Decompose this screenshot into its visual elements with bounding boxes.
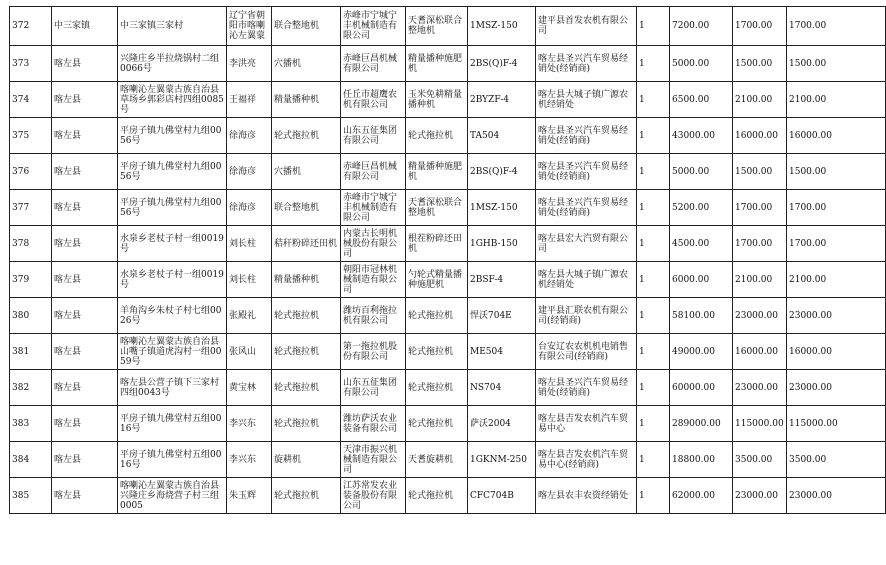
model-cell: 2BS(Q)F-4 — [468, 46, 536, 82]
address-cell: 喀左县公营子镇下三家村四组0043号 — [118, 370, 227, 406]
row-number: 375 — [10, 118, 52, 154]
price-cell: 62000.00 — [670, 478, 733, 514]
dealer-cell: 喀左县吉发农机汽车贸易中心(经销商) — [536, 442, 637, 478]
address-cell: 平房子镇九佛堂村九组0056号 — [118, 118, 227, 154]
dealer-cell: 喀左县圣兴汽车贸易经销处(经销商) — [536, 154, 637, 190]
buyer-cell: 徐海彦 — [227, 154, 272, 190]
item-cell: 联合整地机 — [272, 190, 341, 226]
item-cell: 轮式拖拉机 — [272, 334, 341, 370]
address-cell: 平房子镇九佛堂村九组0056号 — [118, 190, 227, 226]
dealer-cell: 喀左县吉发农机汽车贸易中心 — [536, 406, 637, 442]
buyer-cell: 张风山 — [227, 334, 272, 370]
address-cell: 兴隆庄乡半拉烧锅村二组0066号 — [118, 46, 227, 82]
manufacturer-cell: 潍坊百利拖拉机有限公司 — [341, 298, 406, 334]
row-number: 376 — [10, 154, 52, 190]
subsidy-total-cell: 2100.00 — [787, 82, 886, 118]
price-cell: 5200.00 — [670, 190, 733, 226]
product-name-cell: 精量播种施肥机 — [406, 154, 468, 190]
address-cell: 喀喇沁左翼蒙古族自治县山嘴子镇道虎沟村一组0059号 — [118, 334, 227, 370]
quantity-cell: 1 — [637, 154, 670, 190]
table-row — [10, 298, 886, 334]
quantity-cell: 1 — [637, 82, 670, 118]
subsidy-amount-cell: 23000.00 — [733, 478, 787, 514]
county-cell: 喀左县 — [52, 226, 118, 262]
table-row — [10, 478, 886, 514]
product-name-cell: 轮式拖拉机 — [406, 118, 468, 154]
table-row — [10, 46, 886, 82]
item-cell: 轮式拖拉机 — [272, 406, 341, 442]
document-page — [9, 6, 838, 559]
model-cell: 2BSF-4 — [468, 262, 536, 298]
item-cell: 穴播机 — [272, 46, 341, 82]
buyer-cell: 李兴东 — [227, 442, 272, 478]
row-number: 384 — [10, 442, 52, 478]
item-cell: 穴播机 — [272, 154, 341, 190]
item-cell: 轮式拖拉机 — [272, 298, 341, 334]
dealer-cell: 喀左县农丰农资经销处 — [536, 478, 637, 514]
manufacturer-cell: 潍坊萨沃农业装备有限公司 — [341, 406, 406, 442]
address-cell: 羊角沟乡朱杖子村七组0026号 — [118, 298, 227, 334]
product-name-cell: 轮式拖拉机 — [406, 298, 468, 334]
subsidy-amount-cell: 1500.00 — [733, 154, 787, 190]
product-name-cell: 轮式拖拉机 — [406, 406, 468, 442]
buyer-cell: 朱玉辉 — [227, 478, 272, 514]
address-cell: 喀喇沁左翼蒙古族自治县草场乡郭彩店村四组0085号 — [118, 82, 227, 118]
item-cell: 精量播种机 — [272, 262, 341, 298]
model-cell: 2BS(Q)F-4 — [468, 154, 536, 190]
table-row — [10, 406, 886, 442]
subsidy-amount-cell: 16000.00 — [733, 334, 787, 370]
dealer-cell: 喀左县宏大汽贸有限公司 — [536, 226, 637, 262]
address-cell: 水泉乡老杖子村一组0019号 — [118, 262, 227, 298]
product-name-cell: 轮式拖拉机 — [406, 370, 468, 406]
quantity-cell: 1 — [637, 442, 670, 478]
item-cell: 旋耕机 — [272, 442, 341, 478]
product-name-cell: 天耆深松联合整地机 — [406, 190, 468, 226]
item-cell: 轮式拖拉机 — [272, 370, 341, 406]
model-cell: 1MSZ-150 — [468, 190, 536, 226]
product-name-cell: 轮式拖拉机 — [406, 334, 468, 370]
dealer-cell: 喀左县圣兴汽车贸易经销处(经销商) — [536, 118, 637, 154]
address-cell: 喀喇沁左翼蒙古族自治县兴隆庄乡海烧营子村三组0005 — [118, 478, 227, 514]
price-cell: 43000.00 — [670, 118, 733, 154]
county-cell: 喀左县 — [52, 82, 118, 118]
subsidy-amount-cell: 23000.00 — [733, 370, 787, 406]
item-cell: 秸秆粉碎还田机 — [272, 226, 341, 262]
manufacturer-cell: 内蒙古长明机械股份有限公司 — [341, 226, 406, 262]
manufacturer-cell: 朝阳市冠林机械制造有限公司 — [341, 262, 406, 298]
buyer-cell: 辽宁省朝阳市喀喇沁左翼蒙 — [227, 7, 272, 46]
subsidy-amount-cell: 1700.00 — [733, 190, 787, 226]
quantity-cell: 1 — [637, 190, 670, 226]
table-row — [10, 370, 886, 406]
subsidy-amount-cell: 3500.00 — [733, 442, 787, 478]
table-row — [10, 226, 886, 262]
row-number: 378 — [10, 226, 52, 262]
dealer-cell: 喀左县圣兴汽车贸易经销处(经销商) — [536, 46, 637, 82]
product-name-cell: 玉米免耕精量播种机 — [406, 82, 468, 118]
product-name-cell: 天耆旋耕机 — [406, 442, 468, 478]
product-name-cell: 勺轮式精量播种施肥机 — [406, 262, 468, 298]
manufacturer-cell: 江苏常发农业装备股份有限公司 — [341, 478, 406, 514]
model-cell: 1GKNM-250 — [468, 442, 536, 478]
subsidy-amount-cell: 2100.00 — [733, 82, 787, 118]
item-cell: 轮式拖拉机 — [272, 118, 341, 154]
subsidy-total-cell: 1700.00 — [787, 226, 886, 262]
model-cell: NS704 — [468, 370, 536, 406]
subsidy-total-cell: 16000.00 — [787, 118, 886, 154]
subsidy-total-cell: 16000.00 — [787, 334, 886, 370]
quantity-cell: 1 — [637, 46, 670, 82]
row-number: 383 — [10, 406, 52, 442]
subsidy-amount-cell: 1700.00 — [733, 226, 787, 262]
buyer-cell: 李兴东 — [227, 406, 272, 442]
address-cell: 中三家镇三家村 — [118, 7, 227, 46]
address-cell: 水泉乡老杖子村一组0019号 — [118, 226, 227, 262]
dealer-cell: 喀左县大城子镇广源农机经销处 — [536, 262, 637, 298]
manufacturer-cell: 任丘市超鹰农机有限公司 — [341, 82, 406, 118]
model-cell: 1MSZ-150 — [468, 7, 536, 46]
address-cell: 平房子镇九佛堂村九组0056号 — [118, 154, 227, 190]
subsidy-total-cell: 3500.00 — [787, 442, 886, 478]
manufacturer-cell: 赤峰市宁城宁丰机械制造有限公司 — [341, 190, 406, 226]
product-name-cell: 根茬粉碎还田机 — [406, 226, 468, 262]
subsidy-total-cell: 23000.00 — [787, 370, 886, 406]
model-cell: 萨沃2004 — [468, 406, 536, 442]
buyer-cell: 李洪亮 — [227, 46, 272, 82]
product-name-cell: 精量播种施肥机 — [406, 46, 468, 82]
buyer-cell: 王福祥 — [227, 82, 272, 118]
dealer-cell: 台安辽农农机机电销售有限公司(经销商) — [536, 334, 637, 370]
row-number: 380 — [10, 298, 52, 334]
model-cell: 悍沃704E — [468, 298, 536, 334]
county-cell: 喀左县 — [52, 154, 118, 190]
price-cell: 6500.00 — [670, 82, 733, 118]
subsidy-total-cell: 115000.00 — [787, 406, 886, 442]
dealer-cell: 喀左县圣兴汽车贸易经销处(经销商) — [536, 190, 637, 226]
model-cell: CFC704B — [468, 478, 536, 514]
row-number: 374 — [10, 82, 52, 118]
dealer-cell: 建平县汇联农机有限公司(经销商) — [536, 298, 637, 334]
dealer-cell: 建平县首发农机有限公司 — [536, 7, 637, 46]
dealer-cell: 喀左县圣兴汽车贸易经销处(经销商) — [536, 370, 637, 406]
price-cell: 5000.00 — [670, 154, 733, 190]
county-cell: 中三家镇 — [52, 7, 118, 46]
manufacturer-cell: 赤峰市宁城宁丰机械制造有限公司 — [341, 7, 406, 46]
county-cell: 喀左县 — [52, 406, 118, 442]
price-cell: 5000.00 — [670, 46, 733, 82]
county-cell: 喀左县 — [52, 298, 118, 334]
item-cell: 精量播种机 — [272, 82, 341, 118]
address-cell: 平房子镇九佛堂村五组0016号 — [118, 442, 227, 478]
subsidy-total-cell: 1500.00 — [787, 46, 886, 82]
subsidy-amount-cell: 115000.00 — [733, 406, 787, 442]
county-cell: 喀左县 — [52, 370, 118, 406]
price-cell: 4500.00 — [670, 226, 733, 262]
county-cell: 喀左县 — [52, 190, 118, 226]
model-cell: TA504 — [468, 118, 536, 154]
buyer-cell: 张殿礼 — [227, 298, 272, 334]
price-cell: 7200.00 — [670, 7, 733, 46]
price-cell: 49000.00 — [670, 334, 733, 370]
quantity-cell: 1 — [637, 478, 670, 514]
row-number: 379 — [10, 262, 52, 298]
quantity-cell: 1 — [637, 334, 670, 370]
quantity-cell: 1 — [637, 298, 670, 334]
subsidy-amount-cell: 23000.00 — [733, 298, 787, 334]
product-name-cell: 天耆深松联合整地机 — [406, 7, 468, 46]
table-row — [10, 442, 886, 478]
table-row — [10, 190, 886, 226]
model-cell: 1GHB-150 — [468, 226, 536, 262]
address-cell: 平房子镇九佛堂村五组0016号 — [118, 406, 227, 442]
row-number: 381 — [10, 334, 52, 370]
subsidy-total-cell: 23000.00 — [787, 478, 886, 514]
quantity-cell: 1 — [637, 118, 670, 154]
row-number: 385 — [10, 478, 52, 514]
subsidy-amount-cell: 1700.00 — [733, 7, 787, 46]
table-row — [10, 262, 886, 298]
county-cell: 喀左县 — [52, 118, 118, 154]
manufacturer-cell: 天津市振兴机械制造有限公司 — [341, 442, 406, 478]
quantity-cell: 1 — [637, 406, 670, 442]
subsidy-total-cell: 1500.00 — [787, 154, 886, 190]
county-cell: 喀左县 — [52, 46, 118, 82]
manufacturer-cell: 第一拖拉机股份有限公司 — [341, 334, 406, 370]
row-number: 373 — [10, 46, 52, 82]
subsidy-amount-cell: 2100.00 — [733, 262, 787, 298]
product-name-cell: 轮式拖拉机 — [406, 478, 468, 514]
row-number: 382 — [10, 370, 52, 406]
quantity-cell: 1 — [637, 7, 670, 46]
manufacturer-cell: 山东五征集团有限公司 — [341, 370, 406, 406]
county-cell: 喀左县 — [52, 478, 118, 514]
model-cell: 2BYZF-4 — [468, 82, 536, 118]
county-cell: 喀左县 — [52, 442, 118, 478]
quantity-cell: 1 — [637, 226, 670, 262]
subsidy-table — [9, 6, 886, 514]
model-cell: ME504 — [468, 334, 536, 370]
manufacturer-cell: 赤峰巨昌机械有限公司 — [341, 154, 406, 190]
subsidy-amount-cell: 1500.00 — [733, 46, 787, 82]
buyer-cell: 徐海彦 — [227, 190, 272, 226]
buyer-cell: 刘长柱 — [227, 262, 272, 298]
table-row — [10, 7, 886, 46]
row-number: 372 — [10, 7, 52, 46]
manufacturer-cell: 赤峰巨昌机械有限公司 — [341, 46, 406, 82]
price-cell: 6000.00 — [670, 262, 733, 298]
table-row — [10, 118, 886, 154]
buyer-cell: 刘长柱 — [227, 226, 272, 262]
table-row — [10, 82, 886, 118]
subsidy-total-cell: 2100.00 — [787, 262, 886, 298]
manufacturer-cell: 山东五征集团有限公司 — [341, 118, 406, 154]
item-cell: 联合整地机 — [272, 7, 341, 46]
buyer-cell: 徐海彦 — [227, 118, 272, 154]
buyer-cell: 黄宝林 — [227, 370, 272, 406]
quantity-cell: 1 — [637, 370, 670, 406]
table-row — [10, 154, 886, 190]
item-cell: 轮式拖拉机 — [272, 478, 341, 514]
county-cell: 喀左县 — [52, 334, 118, 370]
price-cell: 18800.00 — [670, 442, 733, 478]
quantity-cell: 1 — [637, 262, 670, 298]
row-number: 377 — [10, 190, 52, 226]
subsidy-amount-cell: 16000.00 — [733, 118, 787, 154]
dealer-cell: 喀左县大城子镇广源农机经销处 — [536, 82, 637, 118]
county-cell: 喀左县 — [52, 262, 118, 298]
price-cell: 289000.00 — [670, 406, 733, 442]
subsidy-total-cell: 23000.00 — [787, 298, 886, 334]
table-body — [10, 7, 886, 514]
price-cell: 60000.00 — [670, 370, 733, 406]
price-cell: 58100.00 — [670, 298, 733, 334]
subsidy-total-cell: 1700.00 — [787, 190, 886, 226]
subsidy-total-cell: 1700.00 — [787, 7, 886, 46]
table-row — [10, 334, 886, 370]
